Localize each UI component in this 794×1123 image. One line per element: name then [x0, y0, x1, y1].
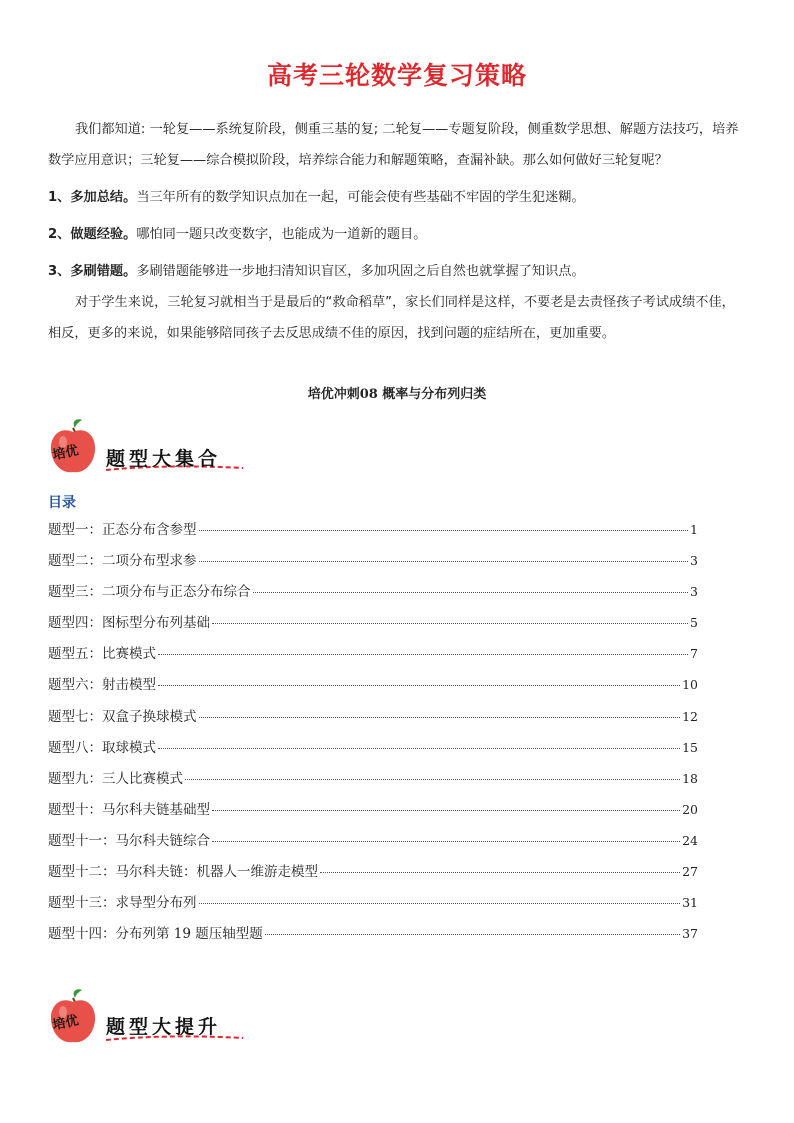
toc-item-label: 题型八：取球模式	[48, 739, 156, 756]
page-title: 高考三轮数学复习策略	[266, 61, 527, 90]
point-1	[48, 183, 748, 213]
toc-item-page: 27	[682, 864, 698, 880]
closing-paragraph: 对于学生来说，三轮复习就相当于是最后的“救命稻草”，家长们同样是这样，不要老是去责怪孩子考试成绩不佳，相反，更多的来说，如果能够陪同孩子去反思成绩不佳的原因，找到问题的症结所在，更加重要。	[48, 295, 735, 341]
toc-item[interactable]	[48, 518, 698, 549]
table-of-contents	[48, 518, 698, 953]
apple-badge-text: 培优	[51, 1013, 80, 1034]
banner-title: 题型大集合	[106, 448, 222, 470]
toc-leader-dots	[199, 530, 689, 531]
toc-item-label: 题型十三：求导型分布列	[48, 895, 197, 912]
toc-item-label: 题型二：二项分布型求参	[48, 553, 197, 570]
point-3-label: 3、多刷错题。	[48, 264, 137, 279]
banner-title: 题型大提升	[106, 1016, 222, 1038]
toc-leader-dots	[185, 779, 680, 780]
toc-item-page: 7	[690, 646, 698, 662]
intro-paragraph: 我们都知道: 一轮复——系统复阶段，侧重三基的复; 二轮复——专题复阶段，侧重数学思想、解题方法技巧，培养数学应用意识；三轮复——综合模拟阶段，培养综合能力和解题策略，查漏补缺。那么如何做好三轮复呢？	[48, 122, 739, 168]
banner-question-types-collection	[48, 418, 248, 478]
toc-item[interactable]	[48, 767, 698, 798]
section-subtitle: 培优冲刺08 概率与分布列归类	[307, 387, 487, 402]
toc-item[interactable]	[48, 705, 698, 736]
toc-item[interactable]	[48, 549, 698, 580]
toc-item-label: 题型十四：分布列第 19 题压轴型题	[48, 926, 263, 943]
toc-item-label: 题型九：三人比赛模式	[48, 770, 183, 787]
point-2-text: 哪怕同一题只改变数字，也能成为一道新的题目。	[136, 227, 427, 242]
point-3	[48, 257, 748, 287]
toc-item-label: 题型十二：马尔科夫链：机器人一维游走模型	[48, 864, 318, 881]
toc-leader-dots	[212, 623, 688, 624]
toc-leader-dots	[212, 810, 680, 811]
intro-section	[48, 114, 748, 349]
toc-item-label: 题型一：正态分布含参型	[48, 522, 197, 538]
toc-item-page: 3	[690, 553, 698, 569]
toc-leader-dots	[158, 654, 688, 655]
toc-item-page: 3	[690, 584, 698, 600]
toc-item-label: 题型三：二项分布与正态分布综合	[48, 584, 251, 601]
toc-leader-dots	[199, 903, 681, 904]
toc-leader-dots	[199, 561, 689, 562]
toc-leader-dots	[158, 685, 680, 686]
apple-badge-text: 培优	[51, 443, 80, 464]
toc-item-page: 5	[690, 615, 698, 631]
point-2-label: 2、做题经验。	[48, 227, 137, 242]
toc-item-label: 题型四：图标型分布列基础	[48, 615, 210, 632]
toc-item[interactable]	[48, 798, 698, 829]
toc-leader-dots	[212, 841, 680, 842]
point-2	[48, 220, 748, 250]
point-1-text: 当三年所有的数学知识点加在一起，可能会使有些基础不牢固的学生犯迷糊。	[136, 190, 585, 205]
toc-item[interactable]	[48, 860, 698, 891]
toc-heading: 目录	[48, 495, 76, 511]
toc-item[interactable]	[48, 736, 698, 767]
toc-item-label: 题型六：射击模型	[48, 677, 156, 694]
toc-leader-dots	[320, 872, 680, 873]
toc-item-page: 18	[682, 770, 698, 786]
toc-item-label: 题型十：马尔科夫链基础型	[48, 801, 210, 818]
toc-item-page: 20	[682, 801, 698, 817]
toc-leader-dots	[158, 748, 680, 749]
toc-item-page: 12	[682, 708, 698, 724]
toc-item[interactable]	[48, 611, 698, 642]
toc-item[interactable]	[48, 580, 698, 611]
toc-item-page: 24	[682, 832, 698, 848]
toc-item[interactable]	[48, 922, 698, 953]
toc-item-label: 题型十一：马尔科夫链综合	[48, 832, 210, 849]
toc-item[interactable]	[48, 891, 698, 922]
toc-item[interactable]	[48, 642, 698, 673]
toc-leader-dots	[253, 592, 689, 593]
toc-item-label: 题型七：双盒子换球模式	[48, 708, 197, 725]
point-3-text: 多刷错题能够进一步地扫清知识盲区，多加巩固之后自然也就掌握了知识点。	[136, 264, 585, 279]
banner-question-types-improvement	[48, 988, 248, 1048]
toc-item-page: 1	[690, 522, 698, 537]
toc-item-page: 15	[682, 739, 698, 755]
toc-item-page: 31	[682, 895, 698, 911]
toc-item[interactable]	[48, 673, 698, 704]
toc-item-label: 题型五：比赛模式	[48, 646, 156, 663]
toc-item-page: 37	[682, 926, 698, 942]
toc-leader-dots	[199, 717, 681, 718]
toc-item[interactable]	[48, 829, 698, 860]
point-1-label: 1、多加总结。	[48, 190, 137, 205]
toc-leader-dots	[265, 934, 680, 935]
toc-item-page: 10	[682, 677, 698, 693]
